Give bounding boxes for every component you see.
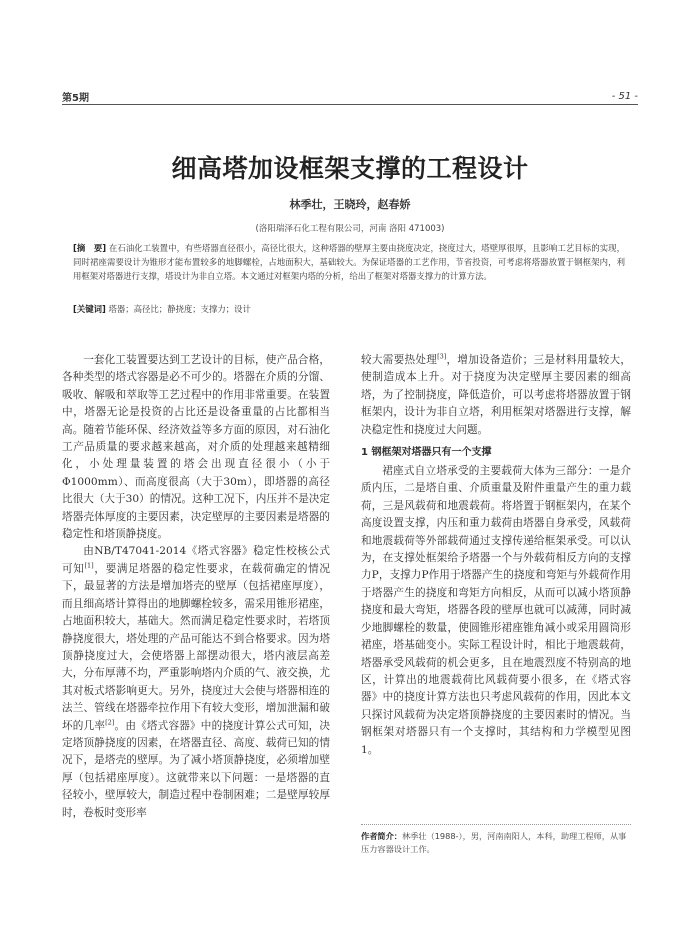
citation: [2] <box>105 718 115 726</box>
keywords <box>73 303 625 315</box>
abstract-label: [摘 要] <box>73 243 107 253</box>
section-heading: 1 钢框架对塔器只有一个支撑 <box>361 447 492 459</box>
article-authors: 林季壮，王晓玲，赵春娇 <box>289 198 411 211</box>
paragraph: 较大需要热处理[3]，增加设备造价；三是材料用量较大，使制造成本上升。对于挠度为决定壁厚主要因素的细高塔，为了控制挠度，降低造价，可以考虑将塔器放置于钢框架内，设计为非自立塔，利用框架对塔器进行支撑，解决稳定性和挠度过大问题。 <box>361 352 631 436</box>
keywords-label: [关键词] <box>73 304 106 314</box>
citation: [3] <box>437 352 447 361</box>
footnote-label: 作者简介： <box>361 831 402 841</box>
abstract-text: 在石油化工装置中，有些塔器直径很小，高径比很大，这种塔器的壁厚主要由挠度决定，挠度过大，塔壁厚很厚，且影响工艺目标的实现，同时裙座需要设计为锥形才能布置较多的地脚螺栓，占地面积大，基础较大。为保证塔器的工艺作用，节省投资，可考虑将塔器放置于钢框架内，利用框架对塔器进行支撑，塔设计为非自立塔。本文通过对框架内塔的分析，给出了框架对塔器支撑力的计算方法。 <box>73 243 625 281</box>
citation: [1] <box>84 561 94 570</box>
right-column <box>361 352 631 759</box>
abstract <box>73 241 625 283</box>
header-rule <box>62 104 638 105</box>
footnote-rule <box>361 824 631 825</box>
article-title: 细高塔加设框架支撑的工程设计 <box>171 154 529 183</box>
paragraph: 由NB/T47041-2014《塔式容器》稳定性校核公式可知[1]，要满足塔器的稳定性要求，在载荷确定的情况下，最显著的方法是增加塔壳的壁厚（包括裙座厚度），而且细高塔计算得出的地脚螺栓较多，需采用锥形裙座，占地面积较大，基础大。然而满足稳定性要求时，若塔顶静挠度很大，塔处理的产品可能达不到合格要求。因为塔顶静挠度过大，会使塔器上部摆动很大，塔内液层高差大，分布厚薄不均，严重影响塔内介质的气、液交换，尤其对板式塔影响更大。另外，挠度过大会使与塔器相连的法兰、管线在塔器牵拉作用下有较大变形，增加泄漏和破坏的几率[2]。由《塔式容器》中的挠度计算公式可知，决定塔顶静挠度的因素，在塔器直径、高度、载荷已知的情况下，是塔壳的壁厚。为了减小塔顶静挠度，必须增加壁厚（包括裙座厚度）。这就带来以下问题：一是塔器的直径较小，壁厚较大，制造过程中卷制困难；二是壁厚较厚时，卷板时变形率 <box>62 545 331 819</box>
author-footnote <box>361 830 631 856</box>
footnote-text: 林季壮（1988-），男，河南南阳人，本科，助理工程师，从事压力容器设计工作。 <box>361 831 627 854</box>
page-number: - 51 - <box>611 91 638 102</box>
keywords-text: 塔器；高径比；静挠度；支撑力；设计 <box>108 304 251 314</box>
paragraph: 一套化工装置要达到工艺设计的目标，使产品合格，各种类型的塔式容器是必不可少的。塔器在介质的分馏、吸收、解吸和萃取等工艺过程中的作用非常重要。在装置中，塔器无论是投资的占比还是设备重量的占比都相当高。随着节能环保、经济效益等多方面的原因，对石油化工产品质量的要求越来越高，对介质的处理越来越精细化，小处理量装置的塔会出现直径很小（小于Φ1000mm）、而高度很高（大于30m），即塔器的高径比很大（大于30）的情况。这种工况下，内压并不是决定塔器壳体厚度的主要因素，决定壁厚的主要因素是塔器的稳定性和塔顶静挠度。 <box>62 354 330 541</box>
author-affiliation: (洛阳瑞泽石化工程有限公司，河南 洛阳 471003) <box>255 224 445 234</box>
paragraph: 裙座式自立塔承受的主要载荷大体为三部分：一是介质内压，二是塔自重、介质重量及附件重量产生的重力载荷，三是风载荷和地震载荷。将塔置于钢框架内，在某个高度设置支撑，内压和重力载荷由塔器自身承受，风载荷和地震载荷等外部载荷通过支撑传递给框架承受。可以认为，在支撑处框架给予塔器一个与外载荷相反方向的支撑力P，支撑力P作用于塔器产生的挠度和弯矩与外载荷作用于塔器产生的挠度和弯矩方向相反，从而可以减小塔顶静挠度和最大弯矩，塔器各段的壁厚也就可以减薄，同时减少地脚螺栓的数量，使圆锥形裙座锥角减小或采用圆筒形裙座，塔基础变小。实际工程设计时，相比于地震载荷，塔器承受风载荷的机会更多，且在地震烈度不特别高的地区，计算出的地震载荷比风载荷要小很多，在《塔式容器》中的挠度计算方法也只考虑风载荷的作用，因此本文只探讨风载荷为决定塔顶静挠度的主要因素时的情况。当钢框架对塔器只有一个支撑时，其结构和力学模型见图1。 <box>361 465 631 756</box>
journal-issue: 第5期 <box>62 93 89 104</box>
left-column <box>62 352 330 822</box>
